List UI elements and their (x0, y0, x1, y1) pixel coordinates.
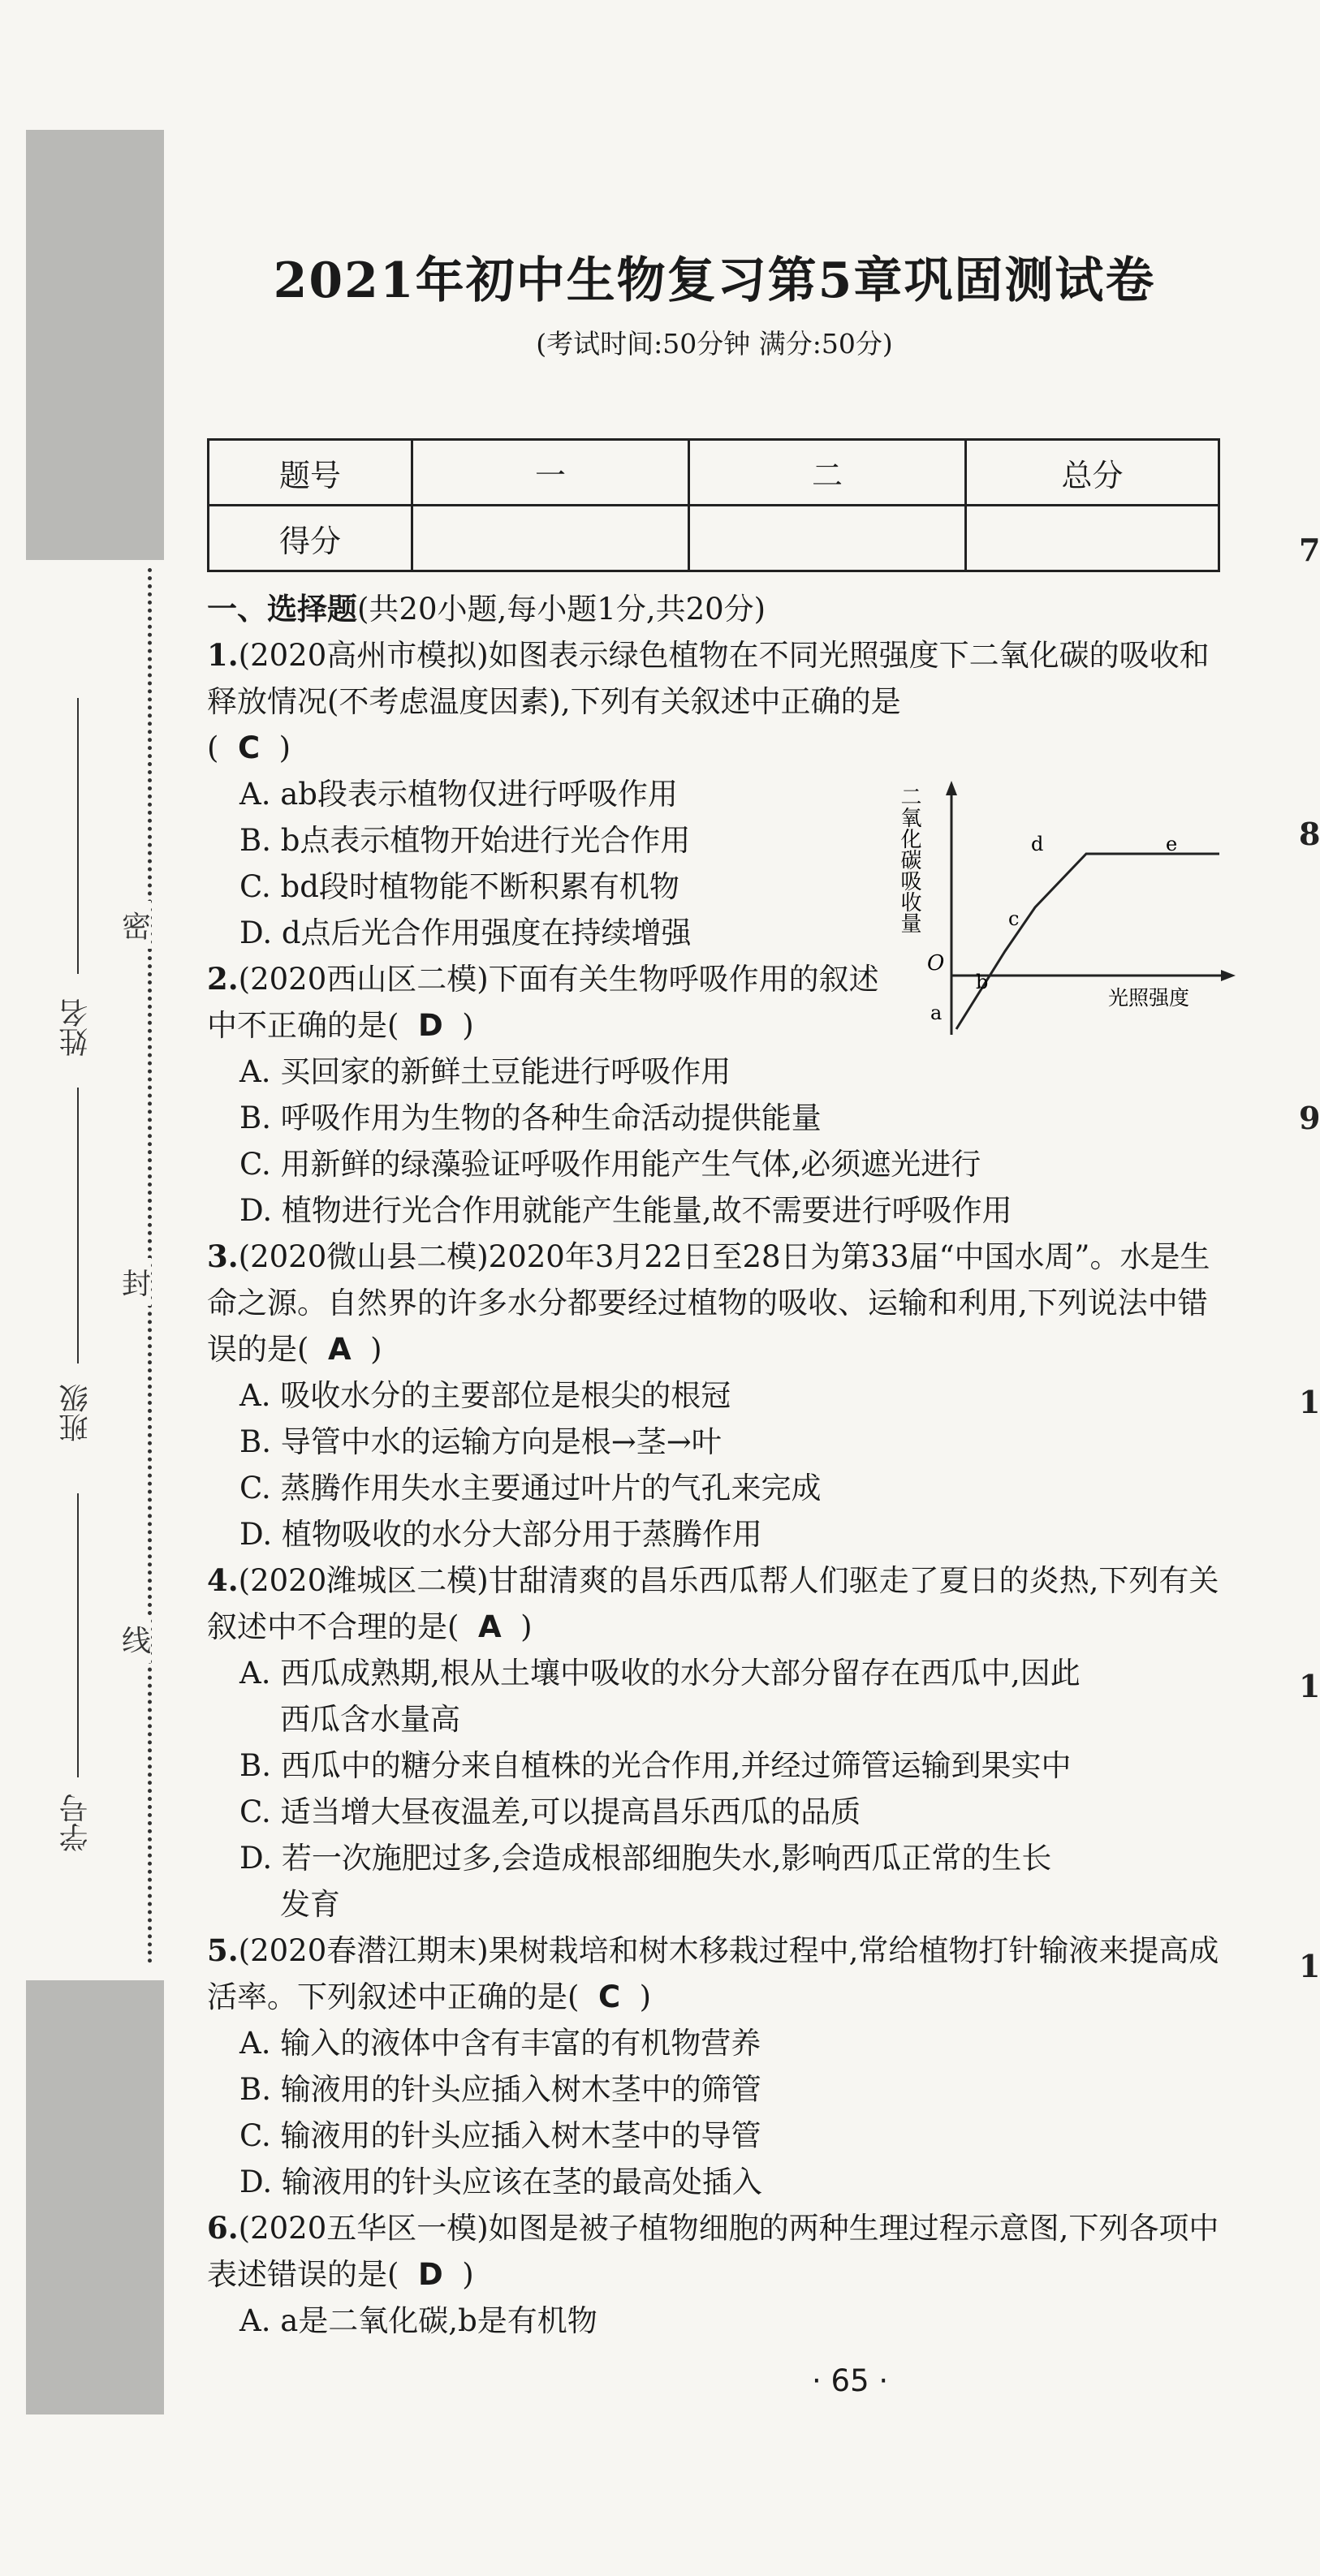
question-5-option-a: A. 输入的液体中含有丰富的有机物营养 (239, 2026, 761, 2061)
question-3-option-d: D. 植物吸收的水分大部分用于蒸腾作用 (239, 1517, 762, 1552)
class-blank (77, 1088, 79, 1363)
question-1-answer: ( C ) (207, 730, 291, 765)
graph-x-arrow (1221, 970, 1236, 981)
question-1-stem: 1.(2020高州市模拟)如图表示绿色植物在不同光照强度下二氧化碳的吸收和释放情况(不考虑温度因素),下列有关叙述中正确的是 (207, 637, 1210, 719)
seal-char-mi: 密 (122, 901, 151, 949)
question-1-option-c: C. bd段时植物能不断积累有机物 (239, 869, 679, 904)
section-heading: 一、选择题(共20小题,每小题1分,共20分) (207, 591, 766, 627)
score-cell (412, 506, 689, 571)
question-3-option-b: B. 导管中水的运输方向是根→茎→叶 (239, 1424, 722, 1459)
row-label: 得分 (209, 506, 412, 571)
question-4-stem: 4.(2020潍城区二模)甘甜清爽的昌乐西瓜帮人们驱走了夏日的炎热,下列有关叙述中不合理的是( A ) (207, 1562, 1219, 1644)
question-2-option-a: A. 买回家的新鲜土豆能进行呼吸作用 (239, 1054, 731, 1089)
edge-number: 8 (1299, 816, 1320, 852)
graph-point-e: e (1166, 833, 1178, 855)
graph-y-label: 二氧化碳吸收量 (897, 786, 921, 933)
question-5-option-c: C. 输液用的针头应插入树木茎中的导管 (239, 2118, 761, 2153)
question-6-stem: 6.(2020五华区一模)如图是被子植物细胞的两种生理过程示意图,下列各项中表述错误的是( D ) (207, 2210, 1219, 2292)
graph-point-a: a (930, 1002, 943, 1024)
seal-char-feng: 封 (122, 1258, 151, 1306)
edge-number: 1 (1299, 1668, 1320, 1704)
margin-gray-band-top (26, 130, 164, 560)
id-label: 学号 (59, 1794, 93, 1852)
edge-number: 1 (1299, 1948, 1320, 1984)
page-title: 2021年初中生物复习第5章巩固测试卷 (273, 252, 1156, 309)
question-1-option-b: B. b点表示植物开始进行光合作用 (239, 823, 691, 858)
score-table-header-row (209, 440, 1219, 506)
graph-point-b: b (976, 971, 989, 993)
question-4-option-d: D. 若一次施肥过多,会造成根部细胞失水,影响西瓜正常的生长 (239, 1841, 1052, 1876)
question-5-stem: 5.(2020春潜江期末)果树栽培和树木移栽过程中,常给植物打针输液来提高成活率。下列叙述中正确的是( C ) (207, 1932, 1219, 2014)
edge-number: 7 (1299, 532, 1320, 568)
page-number: · 65 · (812, 2363, 889, 2398)
question-1-option-d: D. d点后光合作用强度在持续增强 (239, 915, 692, 950)
section-note: (共20小题,每小题1分,共20分) (357, 592, 766, 627)
question-3-option-a: A. 吸收水分的主要部位是根尖的根冠 (239, 1378, 731, 1413)
question-2-option-b: B. 呼吸作用为生物的各种生命活动提供能量 (239, 1101, 822, 1135)
question-6-option-a: A. a是二氧化碳,b是有机物 (239, 2303, 597, 2338)
margin-gray-band-bottom (26, 1980, 164, 2414)
edge-number: 1 (1299, 1384, 1320, 1420)
graph-y-arrow (946, 781, 957, 795)
question-5-option-d: D. 输液用的针头应该在茎的最高处插入 (239, 2165, 762, 2199)
question-4-option-b: B. 西瓜中的糖分来自植株的光合作用,并经过筛管运输到果实中 (239, 1748, 1072, 1783)
question-1-option-a: A. ab段表示植物仅进行呼吸作用 (239, 777, 678, 812)
name-blank (77, 698, 79, 974)
question-5-option-b: B. 输液用的针头应插入树木茎中的筛管 (239, 2072, 761, 2107)
question-2-stem: 2.(2020西山区二模)下面有关生物呼吸作用的叙述中不正确的是( D ) (207, 961, 879, 1043)
score-cell (966, 506, 1219, 571)
seal-char-xian: 线 (122, 1615, 151, 1663)
graph-point-c: c (1008, 907, 1020, 930)
header-cell: 题号 (209, 440, 412, 506)
header-cell: 一 (412, 440, 689, 506)
question-4-option-a: A. 西瓜成熟期,根从土壤中吸收的水分大部分留存在西瓜中,因此 (239, 1656, 1081, 1691)
exam-info: (考试时间:50分钟 满分:50分) (536, 328, 893, 360)
question-2-option-d: D. 植物进行光合作用就能产生能量,故不需要进行呼吸作用 (239, 1193, 1012, 1228)
score-table (207, 438, 1220, 572)
header-cell: 二 (689, 440, 966, 506)
edge-number: 9 (1299, 1100, 1320, 1136)
question-4-option-a-cont: 西瓜含水量高 (280, 1702, 460, 1737)
class-label: 班级 (59, 1384, 93, 1442)
question-4-option-c: C. 适当增大昼夜温差,可以提高昌乐西瓜的品质 (239, 1794, 861, 1829)
graph-x-label: 光照强度 (1108, 986, 1190, 1010)
graph-origin-label: O (927, 951, 945, 976)
question-3-option-c: C. 蒸腾作用失水主要通过叶片的气孔来完成 (239, 1471, 822, 1506)
header-cell: 总分 (966, 440, 1219, 506)
score-table-score-row (209, 506, 1219, 571)
co2-light-graph (897, 771, 1242, 1039)
score-cell (689, 506, 966, 571)
name-label: 姓名 (59, 998, 93, 1057)
question-2-option-c: C. 用新鲜的绿藻验证呼吸作用能产生气体,必须遮光进行 (239, 1147, 981, 1182)
question-3-stem: 3.(2020微山县二模)2020年3月22日至28日为第33届“中国水周”。水是生命之源。自然界的许多水分都要经过植物的吸收、运输和利用,下列说法中错误的是( A ) (207, 1238, 1210, 1367)
id-blank (77, 1493, 79, 1777)
graph-point-d: d (1031, 833, 1044, 855)
question-4-option-d-cont: 发育 (280, 1887, 340, 1922)
